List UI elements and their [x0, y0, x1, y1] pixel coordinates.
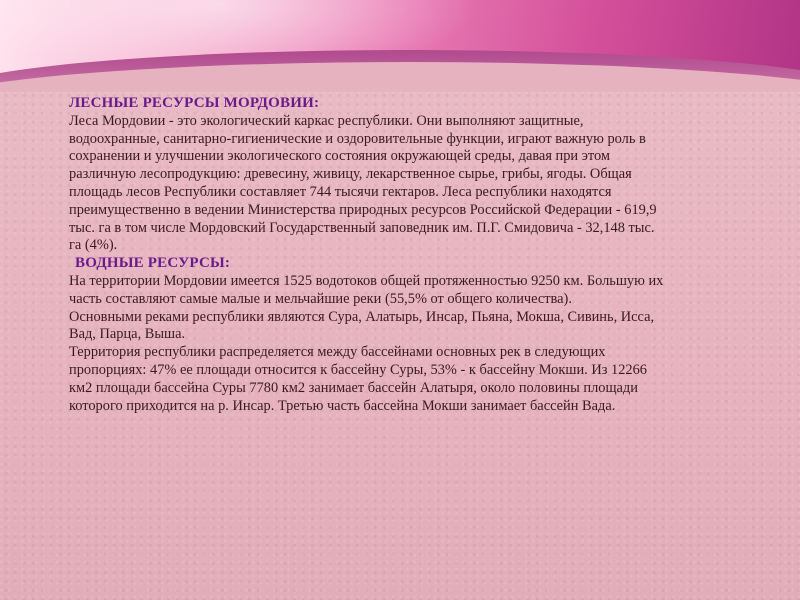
- slide-body: [69, 95, 669, 415]
- water-resources-paragraph-1: На территории Мордовии имеется 1525 водотоков общей протяженностью 9250 км. Большую их часть составляют самые малые и мельчайшие реки (55,5% от общего количества).: [69, 272, 664, 307]
- forest-resources-heading: ЛЕСНЫЕ РЕСУРСЫ МОРДОВИИ:: [69, 95, 320, 111]
- decorative-banner: [0, 0, 800, 92]
- water-resources-paragraph-3: Территория республики распределяется между бассейнами основных рек в следующих пропорциях: 47% ее площади относится к бассейну Суры, 53% - к бассейну Мокши. Из 12266 км2 площади бассейна Суры 7780 км2 занимает бассейн Алатыря, около половины площади которого приходится на р. Инсар. Третью часть бассейна Мокши занимает бассейн Вада.: [69, 344, 647, 414]
- water-resources-paragraph-2: Основными реками республики являются Сура, Алатырь, Инсар, Пьяна, Мокша, Сивинь, Исса, Вад, Парца, Выша.: [69, 308, 655, 343]
- water-resources-heading: ВОДНЫЕ РЕСУРСЫ:: [75, 255, 231, 272]
- forest-resources-paragraph: Леса Мордовии - это экологический каркас республики. Они выполняют защитные, водоохранные, санитарно-гигиенические и оздоровительные функции, играют важную роль в сохранении и улучшении экологического состояния окружающей среды, давая при этом различную лесопродукцию: древесину, живицу, лекарственное сырье, грибы, ягоды. Общая площадь лесов Республики составляет 744 тысячи гектаров. Леса республики находятся преимущественно в ведении Министерства природных ресурсов Российской Федерации - 619,9 тыс. га в том числе Мордовский Государственный заповедник им. П.Г. Смидовича - 32,148 тыс. га (4%).: [69, 112, 657, 254]
